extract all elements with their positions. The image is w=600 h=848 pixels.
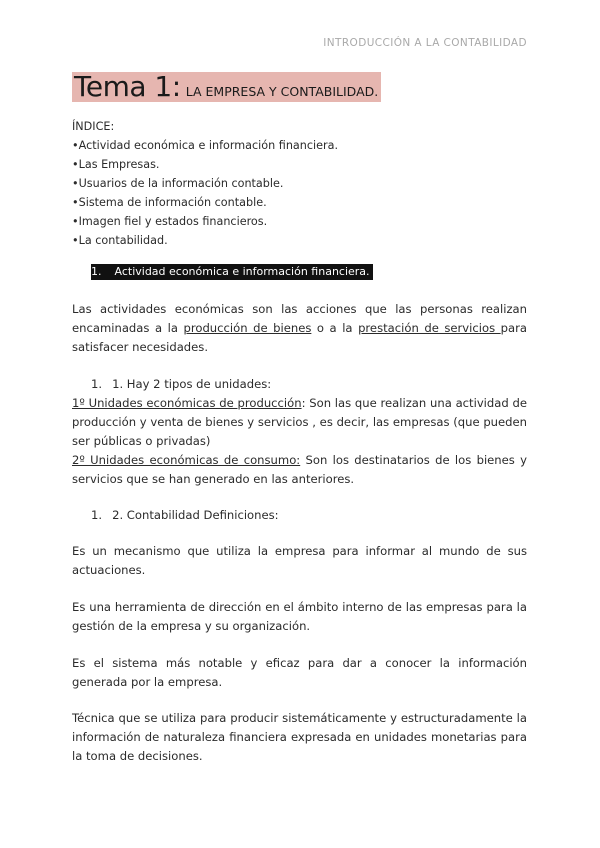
index-item: • Usuarios de la información contable. (72, 174, 338, 193)
intro-text: o a la (311, 321, 359, 335)
subsection-number: 1. (91, 508, 103, 522)
consumption-text: Son los destinatarios de los bienes y servicios que se han generado en las anteriores. (72, 453, 527, 486)
definition-paragraph: Es una herramienta de dirección en el ámbito interno de las empresas para la gestión de la empresa y su organización. (72, 600, 527, 633)
index-item: • Actividad económica e información financiera. (72, 136, 338, 155)
definition-paragraph: Es el sistema más notable y eficaz para dar a conocer la información generada por la empresa. (72, 656, 527, 689)
underlined-term: prestación de servicios (358, 321, 501, 335)
subsection-number: 1. (91, 377, 103, 391)
consumption-label: 2º Unidades económicas de consumo: (72, 453, 301, 467)
intro-text: Las actividades económicas son las acciones que las personas realizan encaminadas a la (72, 302, 527, 335)
intro-paragraph (72, 300, 527, 357)
subsection-title: 2. Contabilidad Definiciones: (112, 508, 279, 522)
production-text: : Son las que realizan una actividad de producción y venta de bienes y servicios , es decir, las empresas (que pueden ser públicas o privadas) (72, 396, 527, 448)
subsection-title: 1. Hay 2 tipos de unidades: (112, 377, 272, 391)
section-number: 1. (91, 265, 102, 278)
index-item: • Sistema de información contable. (72, 193, 338, 212)
underlined-term: producción de bienes (183, 321, 312, 335)
production-units (72, 394, 527, 451)
section-heading-1 (91, 264, 373, 280)
running-header: INTRODUCCIÓN A LA CONTABILIDAD (323, 37, 527, 49)
index-heading: ÍNDICE: (72, 120, 115, 133)
section-title: Actividad económica e información financiera. (114, 265, 370, 278)
intro-text: para satisfacer necesidades. (72, 321, 527, 354)
index-item: • Las Empresas. (72, 155, 338, 174)
units-paragraph (72, 394, 527, 489)
title-subtitle: LA EMPRESA Y CONTABILIDAD. (185, 84, 379, 99)
subsection-heading-1 (91, 375, 271, 394)
definition-paragraph: Es un mecanismo que utiliza la empresa para informar al mundo de sus actuaciones. (72, 544, 527, 577)
subsection-heading-2 (91, 506, 279, 525)
index-section (72, 117, 338, 250)
page-title (72, 72, 381, 102)
definition-paragraph: Técnica que se utiliza para producir sistemáticamente y estructuradamente la información de naturaleza financiera expresada en unidades monetarias para la toma de decisiones. (72, 711, 527, 763)
index-item: • Imagen fiel y estados financieros. (72, 212, 338, 231)
index-list (72, 136, 338, 250)
index-item: • La contabilidad. (72, 231, 338, 250)
title-main: Tema 1: (74, 70, 181, 103)
consumption-units (72, 451, 527, 489)
production-label: 1º Unidades económicas de producción (72, 396, 302, 410)
